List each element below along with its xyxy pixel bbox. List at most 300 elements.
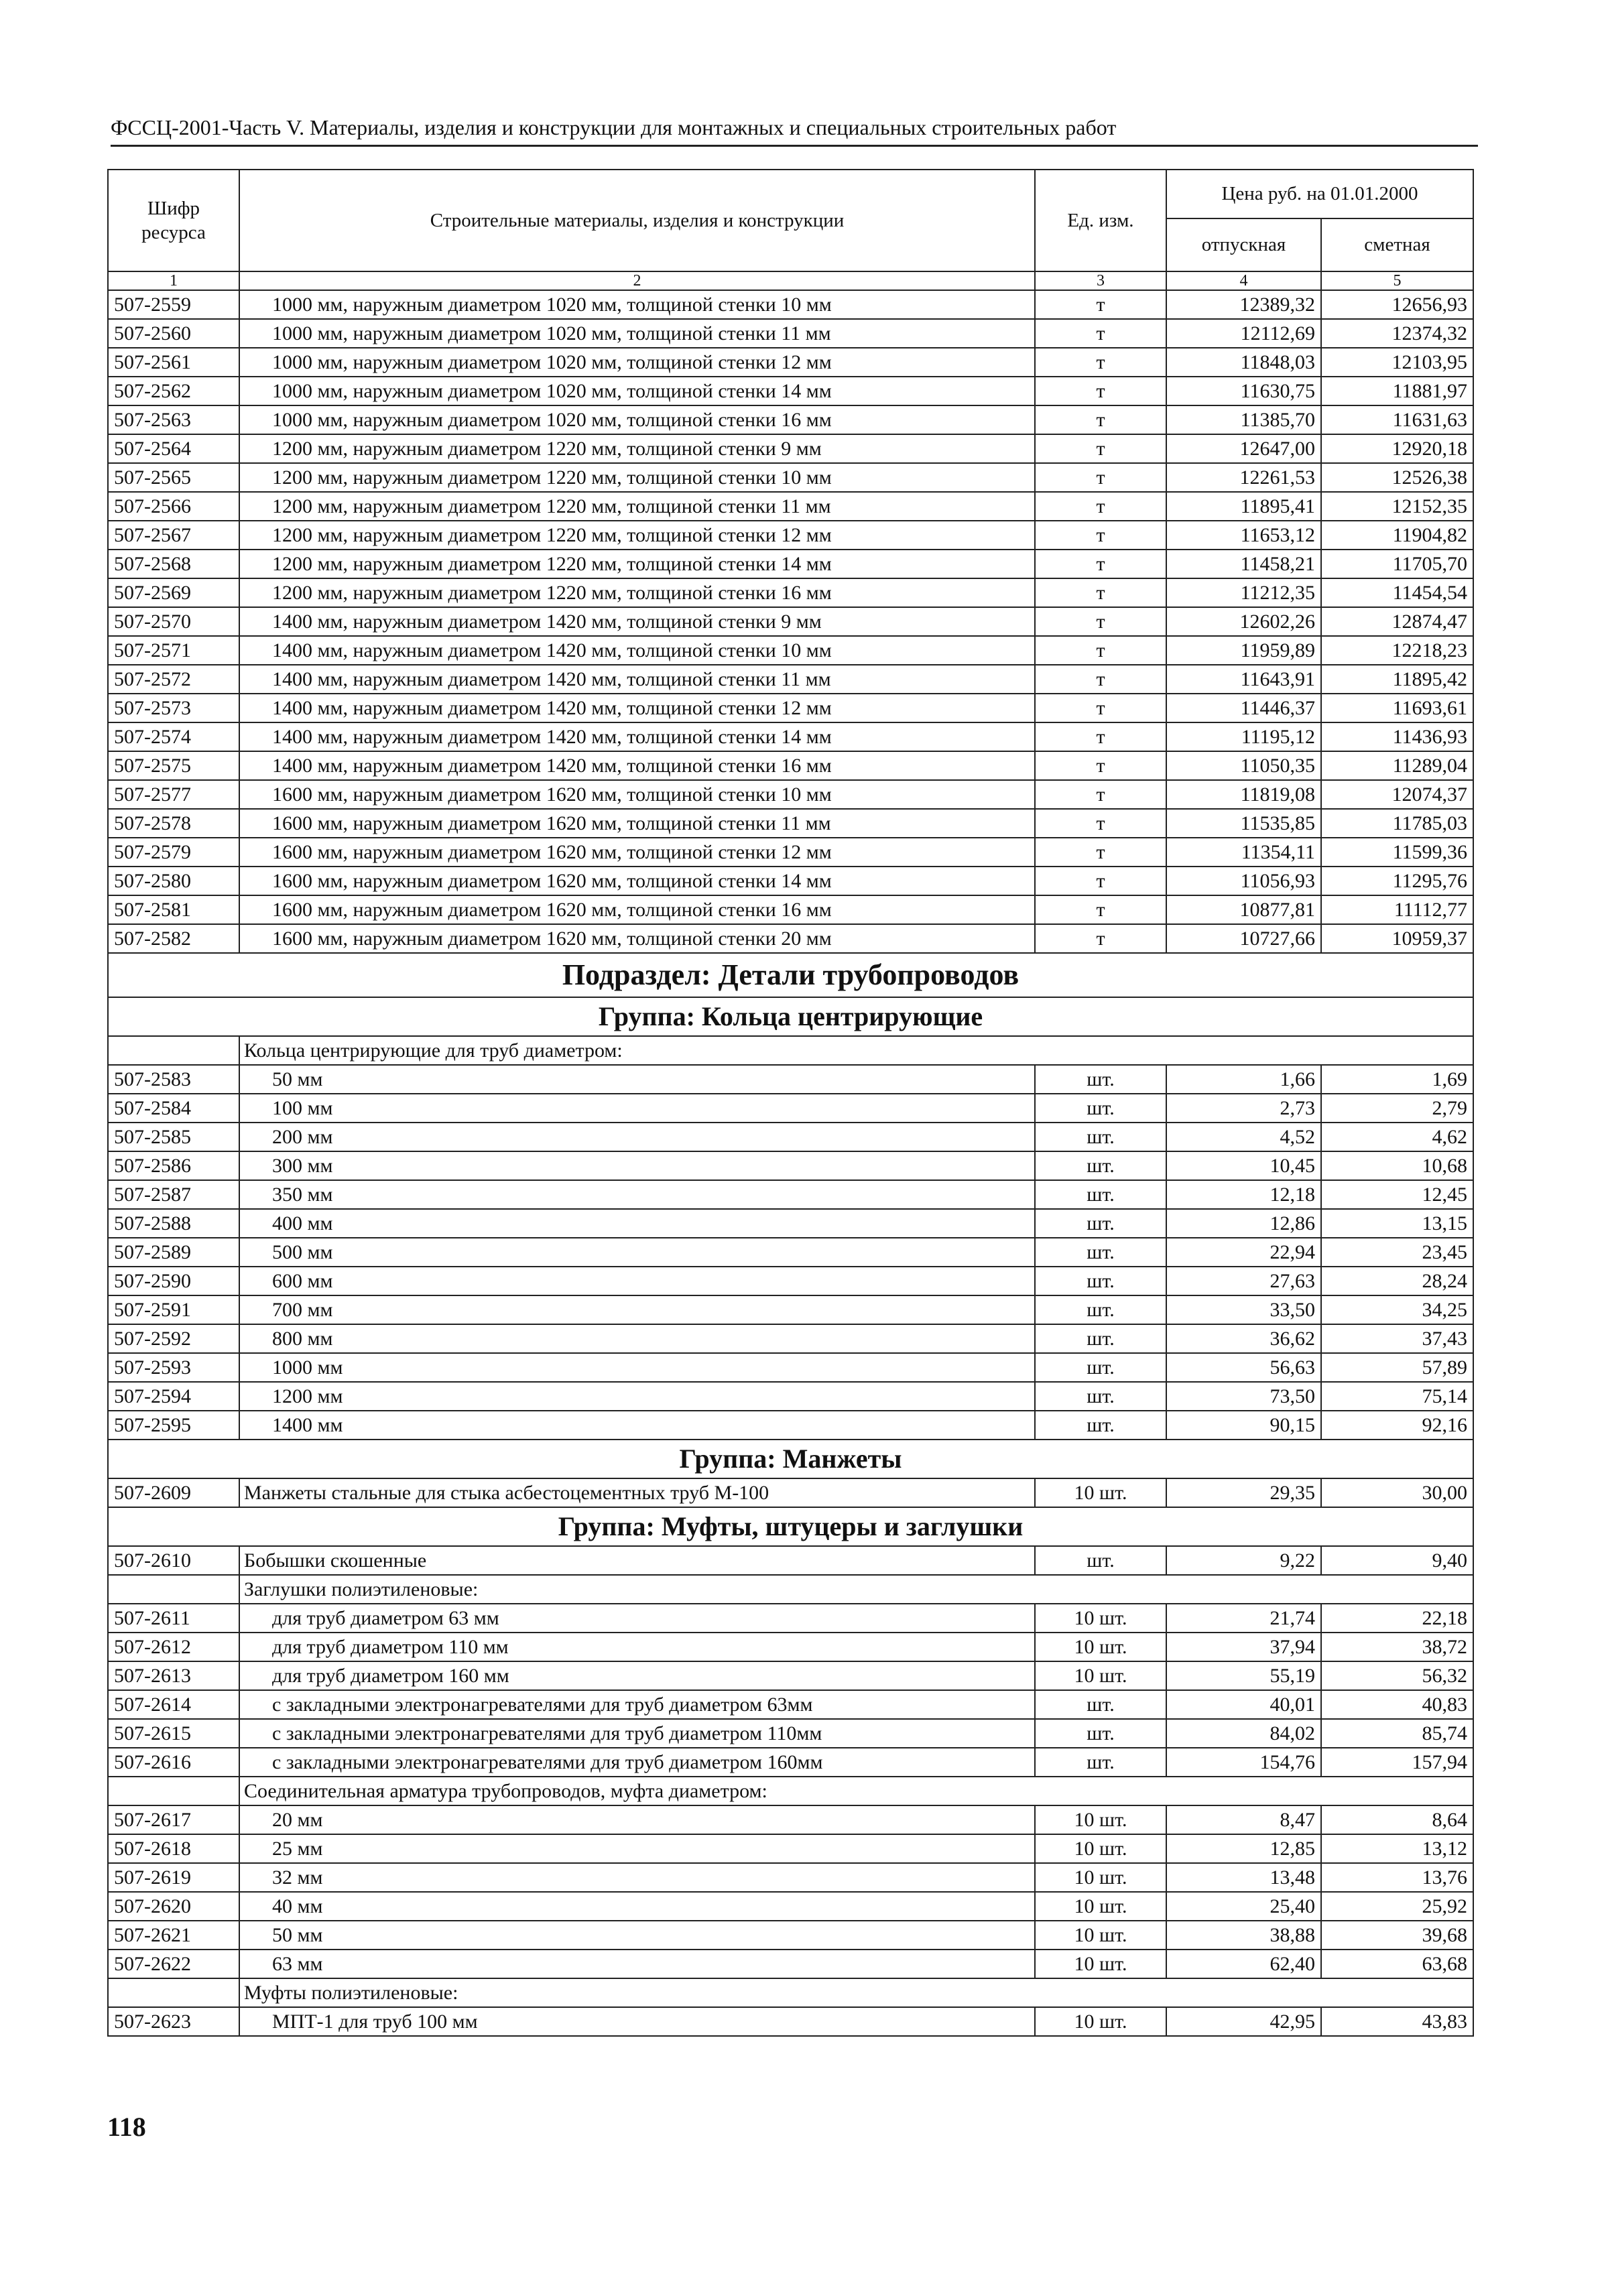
estimate-price: 11693,61 (1321, 694, 1473, 722)
estimate-price: 12920,18 (1321, 434, 1473, 463)
release-price: 13,48 (1166, 1863, 1321, 1892)
table-row (108, 319, 1473, 348)
resource-code: 507-2620 (108, 1892, 239, 1921)
estimate-price: 12874,47 (1321, 607, 1473, 636)
resource-code: 507-2621 (108, 1921, 239, 1950)
table-row (108, 1411, 1473, 1440)
resource-code: 507-2586 (108, 1151, 239, 1180)
caption-row (108, 1978, 1473, 2007)
material-name: с закладными электронагревателями для труб диаметром 160мм (239, 1748, 1035, 1777)
estimate-price: 38,72 (1321, 1633, 1473, 1661)
page-number: 118 (107, 2112, 146, 2142)
estimate-price: 2,79 (1321, 1094, 1473, 1123)
unit: шт. (1035, 1719, 1166, 1748)
estimate-price: 157,94 (1321, 1748, 1473, 1777)
release-price: 154,76 (1166, 1748, 1321, 1777)
caption-spacer (108, 1575, 239, 1604)
estimate-price: 57,89 (1321, 1353, 1473, 1382)
resource-code: 507-2610 (108, 1546, 239, 1575)
release-price: 12112,69 (1166, 319, 1321, 348)
resource-code: 507-2572 (108, 665, 239, 694)
material-name: 1600 мм, наружным диаметром 1620 мм, толщиной стенки 11 мм (239, 809, 1035, 838)
table-row (108, 1748, 1473, 1777)
estimate-price: 28,24 (1321, 1267, 1473, 1295)
material-name: 1000 мм (239, 1353, 1035, 1382)
estimate-price: 9,40 (1321, 1546, 1473, 1575)
resource-code: 507-2571 (108, 636, 239, 665)
resource-code: 507-2593 (108, 1353, 239, 1382)
resource-code: 507-2609 (108, 1478, 239, 1507)
unit: шт. (1035, 1690, 1166, 1719)
group-row (108, 1440, 1473, 1478)
unit: т (1035, 780, 1166, 809)
unit: т (1035, 377, 1166, 405)
estimate-price: 11705,70 (1321, 550, 1473, 578)
table-row (108, 895, 1473, 924)
unit: т (1035, 521, 1166, 550)
estimate-price: 13,15 (1321, 1209, 1473, 1238)
table-row (108, 838, 1473, 867)
material-name: 1200 мм, наружным диаметром 1220 мм, толщиной стенки 11 мм (239, 492, 1035, 521)
unit: шт. (1035, 1267, 1166, 1295)
release-price: 62,40 (1166, 1950, 1321, 1978)
resource-code: 507-2560 (108, 319, 239, 348)
release-price: 33,50 (1166, 1295, 1321, 1324)
table-row (108, 1661, 1473, 1690)
column-number: 3 (1035, 271, 1166, 290)
unit: т (1035, 492, 1166, 521)
resource-code: 507-2616 (108, 1748, 239, 1777)
material-name: 40 мм (239, 1892, 1035, 1921)
material-name: 1600 мм, наружным диаметром 1620 мм, толщиной стенки 10 мм (239, 780, 1035, 809)
estimate-price: 30,00 (1321, 1478, 1473, 1507)
material-name: 200 мм (239, 1123, 1035, 1151)
release-price: 11643,91 (1166, 665, 1321, 694)
caption-row (108, 1575, 1473, 1604)
table-row (108, 1209, 1473, 1238)
table-row (108, 1690, 1473, 1719)
material-name: 50 мм (239, 1921, 1035, 1950)
material-name: для труб диаметром 160 мм (239, 1661, 1035, 1690)
unit: т (1035, 578, 1166, 607)
resource-code: 507-2568 (108, 550, 239, 578)
material-name: 100 мм (239, 1094, 1035, 1123)
resource-code: 507-2583 (108, 1065, 239, 1094)
material-name: с закладными электронагревателями для труб диаметром 63мм (239, 1690, 1035, 1719)
release-price: 11446,37 (1166, 694, 1321, 722)
unit: 10 шт. (1035, 1921, 1166, 1950)
caption-spacer (1321, 1978, 1473, 2007)
group-title: Группа: Муфты, штуцеры и заглушки (108, 1507, 1473, 1546)
caption-spacer (108, 1036, 239, 1065)
estimate-price: 11454,54 (1321, 578, 1473, 607)
release-price: 29,35 (1166, 1478, 1321, 1507)
table-body (108, 170, 1473, 2036)
resource-code: 507-2618 (108, 1834, 239, 1863)
estimate-price: 13,76 (1321, 1863, 1473, 1892)
header-code: Шифр ресурса (108, 170, 239, 271)
release-price: 40,01 (1166, 1690, 1321, 1719)
estimate-price: 10959,37 (1321, 924, 1473, 953)
material-name: 1600 мм, наружным диаметром 1620 мм, толщиной стенки 20 мм (239, 924, 1035, 953)
table-row (108, 1604, 1473, 1633)
material-name: 600 мм (239, 1267, 1035, 1295)
unit: 10 шт. (1035, 1950, 1166, 1978)
table-row (108, 867, 1473, 895)
subsection-title: Подраздел: Детали трубопроводов (108, 953, 1473, 997)
material-name: 1600 мм, наружным диаметром 1620 мм, толщиной стенки 14 мм (239, 867, 1035, 895)
unit: т (1035, 838, 1166, 867)
resource-code: 507-2595 (108, 1411, 239, 1440)
resource-code: 507-2567 (108, 521, 239, 550)
estimate-price: 10,68 (1321, 1151, 1473, 1180)
caption-text: Заглушки полиэтиленовые: (239, 1575, 1321, 1604)
column-numbers-row (108, 271, 1473, 290)
unit: 10 шт. (1035, 1604, 1166, 1633)
resource-code: 507-2584 (108, 1094, 239, 1123)
release-price: 84,02 (1166, 1719, 1321, 1748)
estimate-price: 11904,82 (1321, 521, 1473, 550)
table-row (108, 348, 1473, 377)
resource-code: 507-2590 (108, 1267, 239, 1295)
unit: т (1035, 867, 1166, 895)
unit: т (1035, 809, 1166, 838)
estimate-price: 11295,76 (1321, 867, 1473, 895)
unit: шт. (1035, 1209, 1166, 1238)
table-row (108, 665, 1473, 694)
table-row (108, 607, 1473, 636)
resource-code: 507-2564 (108, 434, 239, 463)
estimate-price: 1,69 (1321, 1065, 1473, 1094)
resource-code: 507-2563 (108, 405, 239, 434)
resource-code: 507-2580 (108, 867, 239, 895)
release-price: 12,86 (1166, 1209, 1321, 1238)
estimate-price: 11289,04 (1321, 751, 1473, 780)
estimate-price: 11881,97 (1321, 377, 1473, 405)
unit: 10 шт. (1035, 1863, 1166, 1892)
table-row (108, 1094, 1473, 1123)
table-row (108, 1805, 1473, 1834)
table-row (108, 1950, 1473, 1978)
resource-code: 507-2570 (108, 607, 239, 636)
unit: шт. (1035, 1094, 1166, 1123)
estimate-price: 56,32 (1321, 1661, 1473, 1690)
resource-code: 507-2559 (108, 290, 239, 319)
release-price: 11630,75 (1166, 377, 1321, 405)
material-name: 800 мм (239, 1324, 1035, 1353)
estimate-price: 75,14 (1321, 1382, 1473, 1411)
header-unit: Ед. изм. (1035, 170, 1166, 271)
release-price: 11848,03 (1166, 348, 1321, 377)
unit: т (1035, 550, 1166, 578)
estimate-price: 34,25 (1321, 1295, 1473, 1324)
unit: шт. (1035, 1546, 1166, 1575)
material-name: 1000 мм, наружным диаметром 1020 мм, толщиной стенки 16 мм (239, 405, 1035, 434)
table-row (108, 1892, 1473, 1921)
unit: шт. (1035, 1382, 1166, 1411)
table-row (108, 290, 1473, 319)
caption-text: Соединительная арматура трубопроводов, муфта диаметром: (239, 1777, 1321, 1805)
caption-text: Кольца центрирующие для труб диаметром: (239, 1036, 1321, 1065)
table-row (108, 1267, 1473, 1295)
caption-spacer (1321, 1575, 1473, 1604)
material-name: 1400 мм, наружным диаметром 1420 мм, толщиной стенки 16 мм (239, 751, 1035, 780)
material-name: 1200 мм, наружным диаметром 1220 мм, толщиной стенки 14 мм (239, 550, 1035, 578)
resource-code: 507-2587 (108, 1180, 239, 1209)
release-price: 12389,32 (1166, 290, 1321, 319)
table-row (108, 1863, 1473, 1892)
column-number: 1 (108, 271, 239, 290)
material-name: 1200 мм, наружным диаметром 1220 мм, толщиной стенки 12 мм (239, 521, 1035, 550)
unit: 10 шт. (1035, 1661, 1166, 1690)
release-price: 25,40 (1166, 1892, 1321, 1921)
release-price: 11385,70 (1166, 405, 1321, 434)
unit: шт. (1035, 1238, 1166, 1267)
estimate-price: 25,92 (1321, 1892, 1473, 1921)
release-price: 22,94 (1166, 1238, 1321, 1267)
header-estimate: сметная (1321, 218, 1473, 271)
resource-code: 507-2591 (108, 1295, 239, 1324)
table-row (108, 1633, 1473, 1661)
table-row (108, 1151, 1473, 1180)
material-name: 1600 мм, наружным диаметром 1620 мм, толщиной стенки 16 мм (239, 895, 1035, 924)
release-price: 42,95 (1166, 2007, 1321, 2036)
release-price: 8,47 (1166, 1805, 1321, 1834)
table-row (108, 1834, 1473, 1863)
unit: т (1035, 665, 1166, 694)
estimate-price: 4,62 (1321, 1123, 1473, 1151)
estimate-price: 23,45 (1321, 1238, 1473, 1267)
unit: т (1035, 751, 1166, 780)
table-row (108, 492, 1473, 521)
material-name: 32 мм (239, 1863, 1035, 1892)
material-name: МПТ-1 для труб 100 мм (239, 2007, 1035, 2036)
resource-code: 507-2585 (108, 1123, 239, 1151)
subsection-row (108, 953, 1473, 997)
release-price: 11959,89 (1166, 636, 1321, 665)
column-number: 5 (1321, 271, 1473, 290)
release-price: 9,22 (1166, 1546, 1321, 1575)
estimate-price: 12103,95 (1321, 348, 1473, 377)
release-price: 12,18 (1166, 1180, 1321, 1209)
estimate-price: 11785,03 (1321, 809, 1473, 838)
resource-code: 507-2592 (108, 1324, 239, 1353)
resource-code: 507-2561 (108, 348, 239, 377)
estimate-price: 92,16 (1321, 1411, 1473, 1440)
resource-code: 507-2581 (108, 895, 239, 924)
resource-code: 507-2565 (108, 463, 239, 492)
table-row (108, 434, 1473, 463)
release-price: 12647,00 (1166, 434, 1321, 463)
estimate-price: 43,83 (1321, 2007, 1473, 2036)
resource-code: 507-2566 (108, 492, 239, 521)
material-name: с закладными электронагревателями для труб диаметром 110мм (239, 1719, 1035, 1748)
material-name: 1400 мм (239, 1411, 1035, 1440)
material-name: 1200 мм, наружным диаметром 1220 мм, толщиной стенки 16 мм (239, 578, 1035, 607)
unit: шт. (1035, 1151, 1166, 1180)
table-row (108, 780, 1473, 809)
unit: 10 шт. (1035, 1834, 1166, 1863)
material-name: 1000 мм, наружным диаметром 1020 мм, толщиной стенки 12 мм (239, 348, 1035, 377)
estimate-price: 13,12 (1321, 1834, 1473, 1863)
material-name: 350 мм (239, 1180, 1035, 1209)
release-price: 11050,35 (1166, 751, 1321, 780)
table-row (108, 1238, 1473, 1267)
header-price-group: Цена руб. на 01.01.2000 (1166, 170, 1473, 218)
unit: шт. (1035, 1295, 1166, 1324)
unit: шт. (1035, 1353, 1166, 1382)
caption-row (108, 1777, 1473, 1805)
release-price: 37,94 (1166, 1633, 1321, 1661)
group-title: Группа: Кольца центрирующие (108, 997, 1473, 1036)
material-name: 1200 мм, наружным диаметром 1220 мм, толщиной стенки 9 мм (239, 434, 1035, 463)
release-price: 38,88 (1166, 1921, 1321, 1950)
resource-code: 507-2613 (108, 1661, 239, 1690)
header-row-top (108, 170, 1473, 218)
table-row (108, 463, 1473, 492)
unit: т (1035, 434, 1166, 463)
caption-spacer (1321, 1036, 1473, 1065)
material-name: 20 мм (239, 1805, 1035, 1834)
release-price: 11895,41 (1166, 492, 1321, 521)
release-price: 10,45 (1166, 1151, 1321, 1180)
release-price: 12,85 (1166, 1834, 1321, 1863)
resource-code: 507-2617 (108, 1805, 239, 1834)
unit: т (1035, 694, 1166, 722)
table-row (108, 521, 1473, 550)
unit: шт. (1035, 1411, 1166, 1440)
unit: т (1035, 290, 1166, 319)
material-name: 63 мм (239, 1950, 1035, 1978)
resource-code: 507-2619 (108, 1863, 239, 1892)
unit: шт. (1035, 1180, 1166, 1209)
material-name: 1400 мм, наружным диаметром 1420 мм, толщиной стенки 12 мм (239, 694, 1035, 722)
table-row (108, 1353, 1473, 1382)
material-name: Манжеты стальные для стыка асбестоцементных труб М-100 (239, 1478, 1035, 1507)
table-row (108, 1180, 1473, 1209)
unit: т (1035, 405, 1166, 434)
estimate-price: 39,68 (1321, 1921, 1473, 1950)
estimate-price: 11436,93 (1321, 722, 1473, 751)
release-price: 11535,85 (1166, 809, 1321, 838)
resource-code: 507-2611 (108, 1604, 239, 1633)
unit: 10 шт. (1035, 1478, 1166, 1507)
resource-code: 507-2575 (108, 751, 239, 780)
unit: т (1035, 348, 1166, 377)
estimate-price: 12,45 (1321, 1180, 1473, 1209)
estimate-price: 11599,36 (1321, 838, 1473, 867)
group-row (108, 997, 1473, 1036)
caption-spacer (1321, 1777, 1473, 1805)
table-row (108, 1546, 1473, 1575)
price-table (107, 169, 1474, 2037)
estimate-price: 12074,37 (1321, 780, 1473, 809)
estimate-price: 12656,93 (1321, 290, 1473, 319)
caption-spacer (108, 1978, 239, 2007)
table-row (108, 1719, 1473, 1748)
resource-code: 507-2578 (108, 809, 239, 838)
unit: т (1035, 924, 1166, 953)
unit: т (1035, 636, 1166, 665)
release-price: 21,74 (1166, 1604, 1321, 1633)
release-price: 56,63 (1166, 1353, 1321, 1382)
unit: шт. (1035, 1324, 1166, 1353)
resource-code: 507-2582 (108, 924, 239, 953)
estimate-price: 11895,42 (1321, 665, 1473, 694)
material-name: 1000 мм, наружным диаметром 1020 мм, толщиной стенки 14 мм (239, 377, 1035, 405)
material-name: 400 мм (239, 1209, 1035, 1238)
resource-code: 507-2622 (108, 1950, 239, 1978)
table-row (108, 809, 1473, 838)
unit: шт. (1035, 1065, 1166, 1094)
release-price: 11212,35 (1166, 578, 1321, 607)
release-price: 11195,12 (1166, 722, 1321, 751)
resource-code: 507-2588 (108, 1209, 239, 1238)
material-name: 1400 мм, наружным диаметром 1420 мм, толщиной стенки 9 мм (239, 607, 1035, 636)
unit: шт. (1035, 1123, 1166, 1151)
table-row (108, 694, 1473, 722)
material-name: 1400 мм, наружным диаметром 1420 мм, толщиной стенки 11 мм (239, 665, 1035, 694)
unit: т (1035, 607, 1166, 636)
resource-code: 507-2623 (108, 2007, 239, 2036)
unit: 10 шт. (1035, 1633, 1166, 1661)
release-price: 55,19 (1166, 1661, 1321, 1690)
release-price: 12261,53 (1166, 463, 1321, 492)
table-row (108, 1382, 1473, 1411)
group-title: Группа: Манжеты (108, 1440, 1473, 1478)
release-price: 11056,93 (1166, 867, 1321, 895)
table-row (108, 1324, 1473, 1353)
table-row (108, 1478, 1473, 1507)
table-row (108, 377, 1473, 405)
estimate-price: 37,43 (1321, 1324, 1473, 1353)
material-name: 1000 мм, наружным диаметром 1020 мм, толщиной стенки 10 мм (239, 290, 1035, 319)
estimate-price: 22,18 (1321, 1604, 1473, 1633)
release-price: 11458,21 (1166, 550, 1321, 578)
estimate-price: 12218,23 (1321, 636, 1473, 665)
material-name: 500 мм (239, 1238, 1035, 1267)
resource-code: 507-2574 (108, 722, 239, 751)
material-name: 300 мм (239, 1151, 1035, 1180)
unit: 10 шт. (1035, 2007, 1166, 2036)
release-price: 10877,81 (1166, 895, 1321, 924)
estimate-price: 40,83 (1321, 1690, 1473, 1719)
resource-code: 507-2614 (108, 1690, 239, 1719)
caption-row (108, 1036, 1473, 1065)
release-price: 73,50 (1166, 1382, 1321, 1411)
unit: 10 шт. (1035, 1892, 1166, 1921)
estimate-price: 11631,63 (1321, 405, 1473, 434)
release-price: 10727,66 (1166, 924, 1321, 953)
resource-code: 507-2589 (108, 1238, 239, 1267)
material-name: 50 мм (239, 1065, 1035, 1094)
material-name: 1200 мм (239, 1382, 1035, 1411)
release-price: 27,63 (1166, 1267, 1321, 1295)
material-name: 25 мм (239, 1834, 1035, 1863)
resource-code: 507-2615 (108, 1719, 239, 1748)
table-row (108, 2007, 1473, 2036)
resource-code: 507-2579 (108, 838, 239, 867)
table-row (108, 1295, 1473, 1324)
unit: т (1035, 895, 1166, 924)
caption-text: Муфты полиэтиленовые: (239, 1978, 1321, 2007)
release-price: 2,73 (1166, 1094, 1321, 1123)
table-row (108, 722, 1473, 751)
unit: шт. (1035, 1748, 1166, 1777)
estimate-price: 12152,35 (1321, 492, 1473, 521)
caption-spacer (108, 1777, 239, 1805)
table-row (108, 1065, 1473, 1094)
